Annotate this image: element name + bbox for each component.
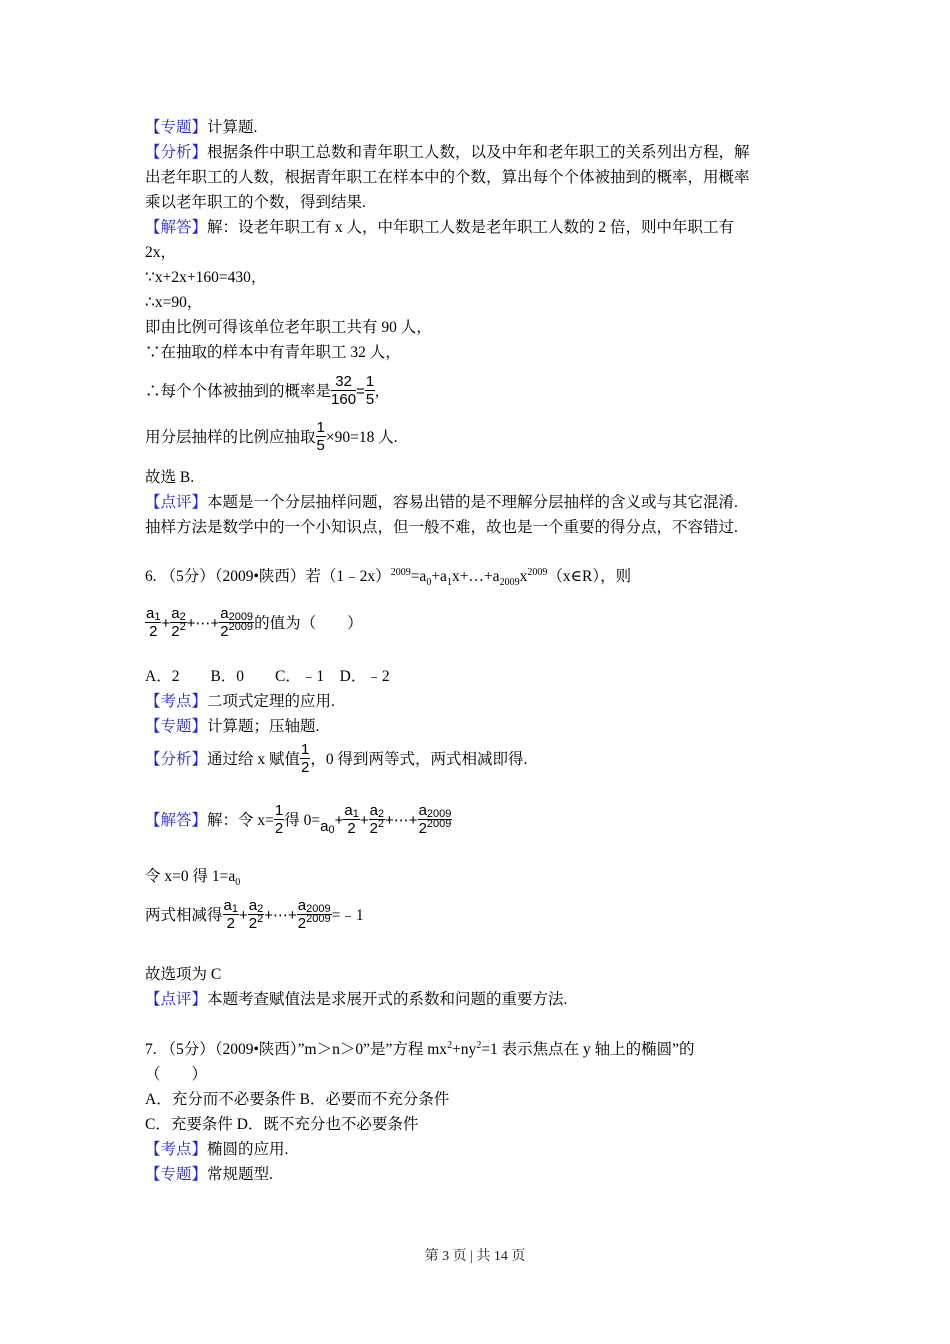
q5-analysis-line-1 — [145, 143, 750, 163]
subscript: 1 — [154, 610, 161, 623]
subscript: 0 — [235, 877, 241, 889]
solution-tag: 【解答】 — [145, 812, 208, 829]
subscript: 2009 — [228, 610, 254, 623]
solution-text: 解：设老年职工有 x 人，中年职工人数是老年职工人数的 2 倍，则中年职工有 — [207, 219, 735, 236]
a: a — [223, 896, 232, 914]
q6-step2 — [145, 867, 240, 887]
q5-probability-line — [145, 372, 379, 412]
a: a — [248, 896, 258, 914]
a: a — [344, 801, 353, 819]
frac-den: 2 — [347, 819, 356, 837]
analysis-prefix: 通过给 x 赋值 — [207, 751, 301, 768]
q7-stem — [145, 1040, 695, 1060]
q5-topic-line — [145, 118, 257, 138]
q5-analysis-line-2: 出老年职工的人数，根据青年职工在样本中的个数，算出每个个体被抽到的概率，用概率 — [145, 169, 750, 186]
subscript: 1 — [446, 577, 452, 589]
fraction-a1-2 — [145, 605, 161, 640]
q5-solution-line-1 — [145, 218, 734, 238]
q6-point-line — [145, 692, 335, 712]
subscript: 1 — [352, 807, 359, 820]
subscript: 2009 — [499, 577, 520, 589]
stem-part: x+…+a — [451, 568, 500, 585]
topic-text: 常规题型. — [207, 1166, 273, 1183]
step2-text: 令 x=0 得 1=a — [145, 868, 236, 885]
fraction-a2009 — [418, 802, 453, 837]
analysis-suffix: ，0 得到两等式，两式相减即得. — [310, 751, 528, 768]
fraction-a2-2sq — [369, 802, 385, 837]
q5-solution-line-6: ∵在抽取的样本中有青年职工 32 人， — [145, 344, 401, 361]
q6-comment-line — [145, 990, 567, 1010]
plus: + — [161, 615, 171, 632]
exponent: 2 — [476, 1039, 482, 1051]
q5-solution-line-4: ∴x=90， — [145, 294, 203, 311]
subscript: 2 — [179, 610, 186, 623]
fraction-a1-2 — [223, 897, 239, 932]
frac-num: 1 — [316, 418, 325, 436]
q5-sample-line — [145, 418, 398, 458]
frac-den: 2 — [226, 914, 235, 932]
comment-tag: 【点评】 — [145, 991, 208, 1008]
q6-solution-line — [145, 798, 452, 844]
subscript: 0 — [328, 824, 335, 836]
frac-num: 32 — [331, 373, 356, 391]
q7-point-line — [145, 1140, 288, 1160]
q6-stem — [145, 567, 631, 587]
topic-tag: 【专题】 — [145, 1166, 208, 1183]
fraction-a2009 — [219, 605, 254, 640]
q5-answer: 故选 B. — [145, 469, 195, 486]
subscript: 2 — [377, 807, 385, 820]
fraction-a2-2sq — [170, 605, 186, 640]
expr-suffix: 的值为（ ） — [254, 615, 363, 632]
exponent: 2009 — [228, 620, 254, 633]
stem-part: =a — [410, 568, 427, 585]
page-footer: 第 3 页 | 共 14 页 — [424, 1249, 526, 1264]
fraction-1-2 — [300, 741, 310, 776]
frac-num: 1 — [365, 372, 375, 390]
prob-prefix: ∴每个个体被抽到的概率是 — [145, 383, 332, 400]
prob-suffix: , — [375, 383, 380, 400]
base: 2 — [418, 819, 427, 837]
q6-answer: 故选项为 C — [145, 966, 222, 983]
topic-tag: 【专题】 — [145, 119, 208, 136]
q6-options: A．2 B．0 C．﹣1 D．﹣2 — [145, 668, 390, 685]
q6-step3 — [145, 893, 364, 939]
stem-suffix: （x∈R），则 — [547, 568, 632, 585]
ellipsis: +⋯+ — [264, 907, 297, 924]
a: a — [146, 604, 155, 622]
step3-prefix: 两式相减得 — [145, 907, 223, 924]
q5-analysis-line-3: 乘以老年职工的个数，得到结果. — [145, 194, 366, 211]
q6-topic-line — [145, 717, 319, 737]
exponent: 2009 — [527, 566, 548, 578]
comment-tag: 【点评】 — [145, 494, 208, 511]
subscript: 2 — [257, 902, 264, 915]
analysis-text: 根据条件中职工总数和青年职工人数，以及中年和老年职工的关系列出方程，解 — [207, 144, 750, 161]
fraction-1-2 — [274, 802, 284, 837]
a: a — [220, 604, 229, 622]
base: 2 — [369, 819, 378, 837]
exponent: 2009 — [306, 912, 331, 925]
stem-prefix: 6. （5分）（2009•陕西）若（1﹣2x） — [145, 568, 391, 585]
stem-part: x — [519, 568, 528, 585]
base: 2 — [248, 914, 258, 932]
q6-expression — [145, 602, 363, 646]
q7-options-line-1: A．充分而不必要条件 B．必要而不充分条件 — [145, 1091, 450, 1108]
fraction-a2-2sq — [248, 897, 264, 932]
plus: + — [359, 812, 369, 829]
subscript: 0 — [426, 577, 432, 589]
a: a — [418, 801, 427, 819]
q7-stem-blank: （ ） — [145, 1066, 208, 1083]
exponent: 2009 — [390, 566, 411, 578]
solution-tag: 【解答】 — [145, 219, 208, 236]
plus: + — [238, 907, 248, 924]
topic-text: 计算题. — [207, 119, 258, 136]
frac-den: 5 — [316, 436, 325, 454]
q5-comment-line-2: 抽样方法是数学中的一个小知识点，但一般不难，故也是一个重要的得分点，不容错过. — [145, 519, 738, 536]
analysis-tag: 【分析】 — [145, 751, 208, 768]
q5-comment-line-1 — [145, 493, 738, 513]
frac-num: 1 — [301, 740, 310, 758]
frac-den: 5 — [365, 390, 375, 408]
subscript: 2009 — [306, 902, 331, 915]
a: a — [297, 896, 307, 914]
exponent: 2 — [179, 620, 186, 633]
a0-term — [320, 818, 334, 835]
topic-text: 计算题；压轴题. — [207, 718, 320, 735]
q5-solution-line-5: 即由比例可得该单位老年职工共有 90 人， — [145, 319, 432, 336]
point-text: 椭圆的应用. — [207, 1141, 289, 1158]
exponent: 2 — [447, 1039, 453, 1051]
stem-part: +a — [431, 568, 447, 585]
q6-analysis-line — [145, 740, 527, 780]
fraction-a2009 — [297, 897, 332, 932]
q5-solution-line-2: 2x， — [145, 244, 177, 261]
sample-suffix: ×90=18 人. — [325, 429, 398, 446]
solution-mid: 得 0= — [284, 812, 321, 829]
fraction-32-160 — [331, 373, 356, 408]
stem-suffix: =1 表示焦点在 y 轴上的椭圆”的 — [481, 1041, 695, 1058]
q7-options-line-2: C．充要条件 D．既不充分也不必要条件 — [145, 1116, 419, 1133]
frac-num: 1 — [274, 801, 284, 819]
a: a — [171, 604, 180, 622]
frac-den: 2 — [149, 622, 158, 640]
topic-tag: 【专题】 — [145, 718, 208, 735]
fraction-a1-2 — [343, 802, 359, 837]
solution-prefix: 解：令 x= — [207, 812, 274, 829]
point-tag: 【考点】 — [145, 1141, 208, 1158]
plus: + — [334, 812, 344, 829]
sample-prefix: 用分层抽样的比例应抽取 — [145, 429, 316, 446]
stem-part: +ny — [452, 1041, 477, 1058]
fraction-1-5 — [365, 373, 375, 408]
comment-text: 本题是一个分层抽样问题，容易出错的是不理解分层抽样的含义或与其它混淆. — [207, 494, 738, 511]
base: 2 — [220, 622, 229, 640]
comment-text: 本题考查赋值法是求展开式的系数和问题的重要方法. — [207, 991, 568, 1008]
point-text: 二项式定理的应用. — [207, 693, 335, 710]
base: 2 — [171, 622, 180, 640]
frac-den: 2 — [301, 758, 310, 776]
a: a — [320, 818, 329, 835]
subscript: 2009 — [426, 807, 452, 820]
exponent: 2 — [377, 817, 385, 830]
frac-den: 2 — [274, 819, 284, 837]
fraction-1-5 — [316, 419, 326, 454]
frac-den: 160 — [331, 390, 357, 408]
subscript: 1 — [231, 902, 238, 915]
q5-solution-line-3: ∵x+2x+160=430， — [145, 269, 267, 286]
q7-topic-line — [145, 1165, 273, 1185]
equals: = — [356, 383, 365, 400]
point-tag: 【考点】 — [145, 693, 208, 710]
ellipsis: +⋯+ — [186, 615, 220, 632]
stem-prefix: 7. （5分）（2009•陕西）”m＞n＞0”是”方程 mx — [145, 1041, 448, 1058]
base: 2 — [297, 914, 307, 932]
analysis-tag: 【分析】 — [145, 144, 208, 161]
ellipsis: +⋯+ — [385, 812, 418, 829]
exponent: 2009 — [426, 817, 452, 830]
a: a — [369, 801, 378, 819]
step3-suffix: =﹣1 — [331, 907, 364, 924]
exponent: 2 — [257, 912, 264, 925]
